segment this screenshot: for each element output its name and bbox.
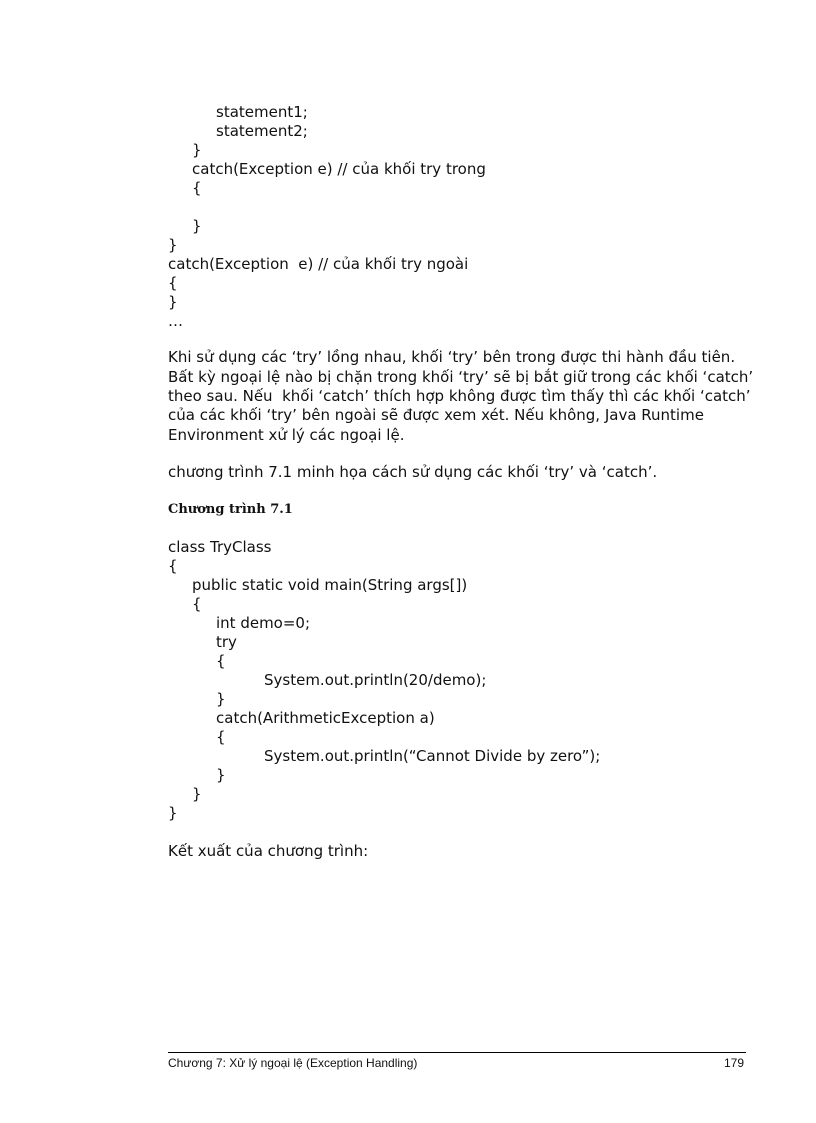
- footer-divider: [168, 1052, 746, 1053]
- code-line: class TryClass: [168, 538, 272, 556]
- code-line: }: [216, 766, 226, 784]
- code-line: {: [216, 652, 226, 670]
- paragraph-line: Khi sử dụng các ‘try’ lồng nhau, khối ‘try’ bên trong được thi hành đầu tiên.: [168, 348, 736, 366]
- code-line: {: [168, 274, 178, 292]
- code-line: }: [192, 785, 202, 803]
- footer-chapter-title: Chương 7: Xử lý ngoại lệ (Exception Handling): [168, 1056, 418, 1070]
- code-line: catch(ArithmeticException a): [216, 709, 435, 727]
- paragraph-program-intro: chương trình 7.1 minh họa cách sử dụng các khối ‘try’ và ‘catch’.: [168, 463, 658, 481]
- program-heading: Chương trình 7.1: [168, 502, 293, 517]
- code-line: }: [168, 293, 178, 311]
- code-line: statement1;: [216, 103, 308, 121]
- code-line: }: [216, 690, 226, 708]
- code-line: }: [192, 217, 202, 235]
- paragraph-line: Environment xử lý các ngoại lệ.: [168, 426, 405, 444]
- code-line: }: [192, 141, 202, 159]
- code-line: {: [216, 728, 226, 746]
- code-line: int demo=0;: [216, 614, 311, 632]
- code-line: try: [216, 633, 237, 651]
- paragraph-line: Bất kỳ ngoại lệ nào bị chặn trong khối ‘try’ sẽ bị bắt giữ trong các khối ‘catch’: [168, 368, 754, 386]
- code-line: }: [168, 236, 178, 254]
- code-line: catch(Exception e) // của khối try ngoài: [168, 255, 469, 273]
- code-line: System.out.println(20/demo);: [264, 671, 487, 689]
- code-line: statement2;: [216, 122, 308, 140]
- paragraph-line: theo sau. Nếu khối ‘catch’ thích hợp không được tìm thấy thì các khối ‘catch’: [168, 387, 751, 405]
- paragraph-line: của các khối ‘try’ bên ngoài sẽ được xem xét. Nếu không, Java Runtime: [168, 406, 704, 424]
- code-line: {: [192, 179, 202, 197]
- code-line: }: [168, 804, 178, 822]
- code-line: {: [168, 557, 178, 575]
- code-line: …: [168, 312, 183, 330]
- code-line: System.out.println(“Cannot Divide by zero”);: [264, 747, 601, 765]
- footer-page-number: 179: [723, 1056, 744, 1070]
- code-line: catch(Exception e) // của khối try trong: [192, 160, 486, 178]
- code-line: {: [192, 595, 202, 613]
- output-label: Kết xuất của chương trình:: [168, 842, 369, 860]
- code-line: public static void main(String args[]): [192, 576, 468, 594]
